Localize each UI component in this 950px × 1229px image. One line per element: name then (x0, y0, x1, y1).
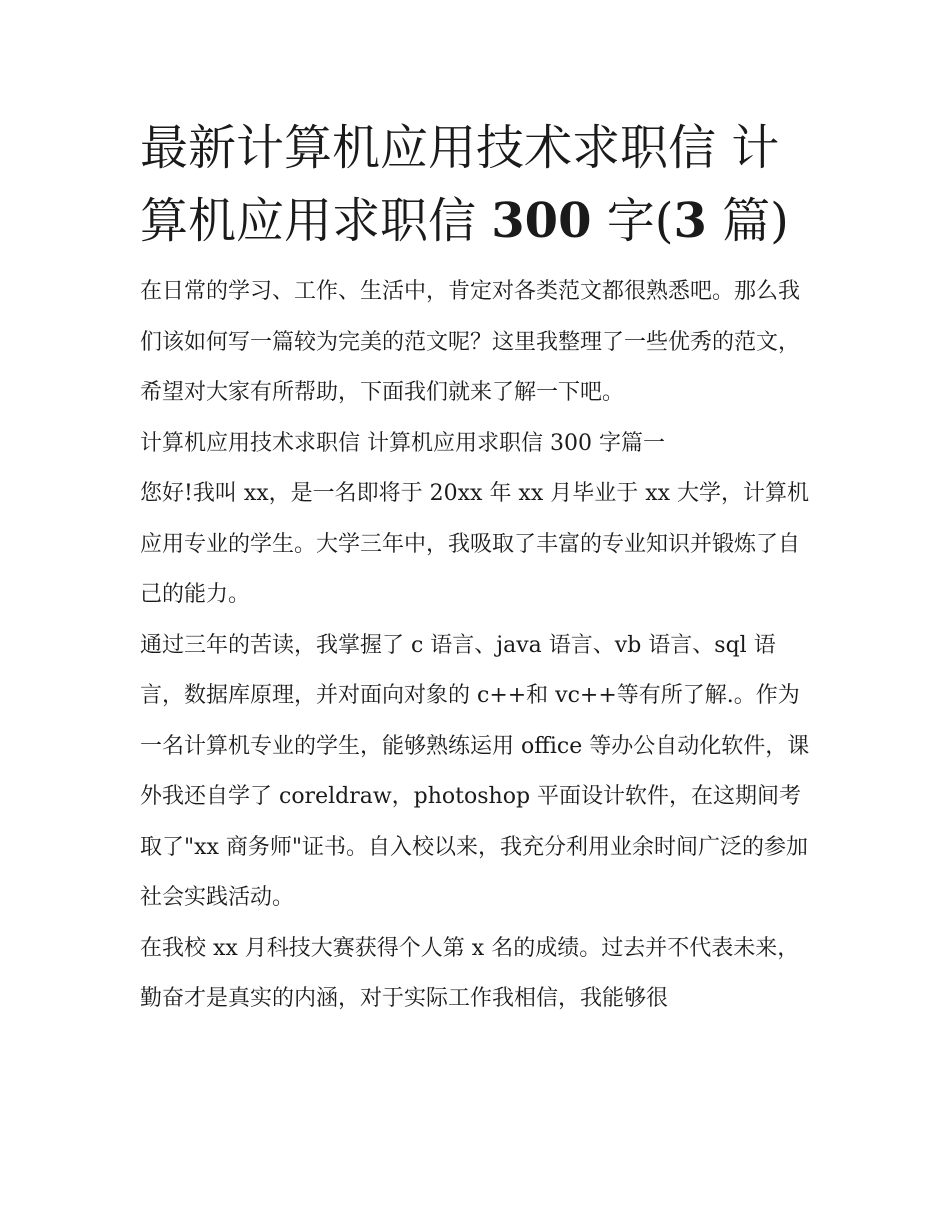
body-paragraph-1: 您好!我叫 xx，是一名即将于 20xx 年 xx 月毕业于 xx 大学，计算机应用专业的学生。大学三年中，我吸取了丰富的专业知识并锻炼了自己的能力。 (140, 481, 810, 607)
title-text-3: 篇) (722, 193, 789, 249)
section-heading: 计算机应用技术求职信 计算机应用求职信 300 字篇一 (140, 430, 665, 456)
body-paragraph-2: 通过三年的苦读，我掌握了 c 语言、java 语言、vb 语言、sql 语言，数据库原理，并对面向对象的 c++和 vc++等有所了解.。作为一名计算机专业的学生，能够熟练运用 office 等办公自动化软件，课外我还自学了 coreldraw，photoshop 平面设计软件，在这期间考取了"xx 商务师"证书。自入校以来，我充分利用业余时间广泛的参加社会实践活动。 (140, 632, 810, 910)
title-number-300: 300 (491, 193, 592, 249)
intro-paragraph: 在日常的学习、工作、生活中，肯定对各类范文都很熟悉吧。那么我们该如何写一篇较为完美的范文呢？这里我整理了一些优秀的范文，希望对大家有所帮助，下面我们就来了解一下吧。 (140, 279, 801, 405)
title-text-2: 字( (606, 193, 674, 249)
document-body (140, 267, 812, 1025)
title-text-1: 最新计算机应用技术求职信 计算机应用求职信 (140, 120, 780, 249)
title-number-3: 3 (673, 193, 707, 249)
document-title (140, 112, 812, 258)
document-page (140, 112, 812, 1025)
body-paragraph-3: 在我校 xx 月科技大赛获得个人第 x 名的成绩。过去并不代表未来，勤奋才是真实的内涵，对于实际工作我相信，我能够很 (140, 935, 800, 1011)
